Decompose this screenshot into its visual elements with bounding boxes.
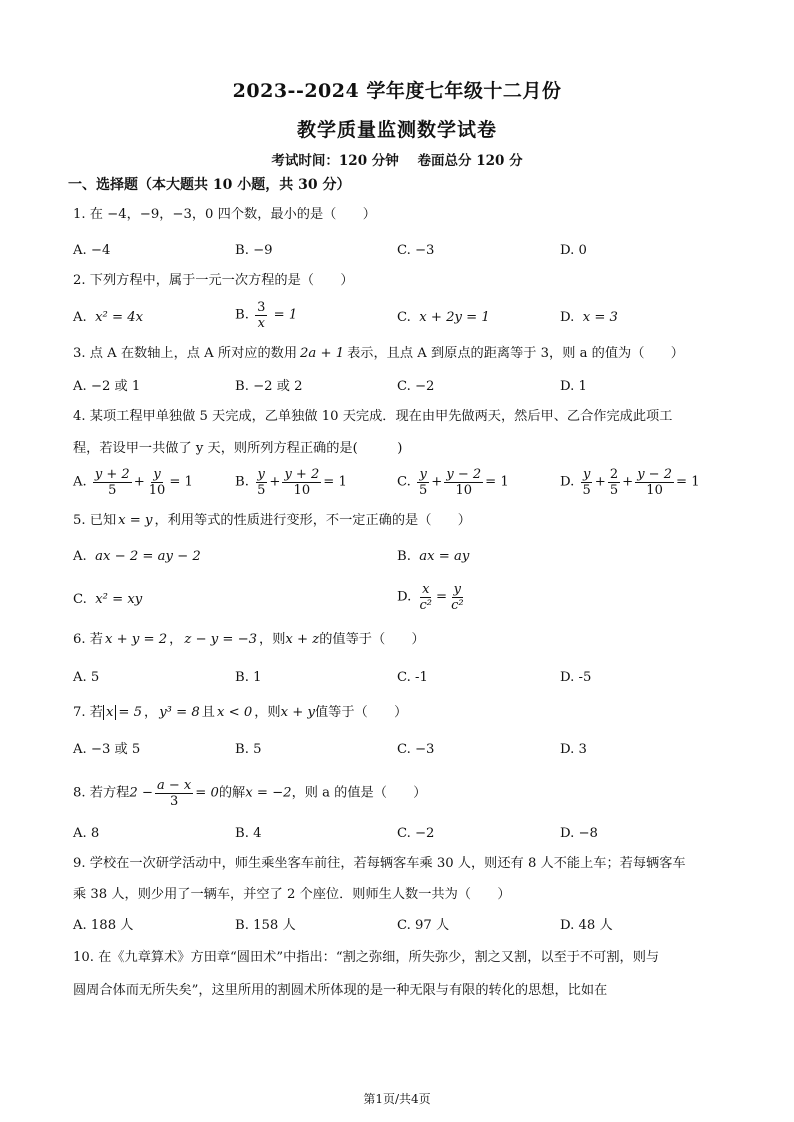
- q9-option-a[interactable]: A. 188 人: [73, 918, 134, 933]
- question-2-stem: 2. 下列方程中，属于一元一次方程的是（ ）: [73, 273, 354, 288]
- exam-time: 考试时间：120 分钟: [271, 153, 399, 169]
- question-8-stem: 8. 若方程2 − $\frac{a - x}{3}$ = 0的解x = −2，则 a 的值是（ ）: [73, 778, 427, 809]
- q8-option-d[interactable]: D. −8: [560, 826, 598, 841]
- q4-option-a[interactable]: A. $\frac{y + 2}{5}$ + $\frac{y}{10}$ = 1: [73, 467, 193, 498]
- question-10-line2: 圆周合体而无所失矣”，这里所用的割圆术所体现的是一种无限与有限的转化的思想，比如在: [73, 983, 608, 998]
- q1-numbers: −4，−9，−3，0: [107, 207, 214, 222]
- question-9-line2: 乘 38 人，则少用了一辆车，并空了 2 个座位．则师生人数一共为（ ）: [73, 887, 511, 902]
- q3-option-b[interactable]: B. −2 或 2: [235, 379, 303, 394]
- q9-option-c[interactable]: C. 97 人: [397, 918, 450, 933]
- q9-option-b[interactable]: B. 158 人: [235, 918, 296, 933]
- q2-option-c[interactable]: C. x + 2y = 1: [397, 310, 490, 325]
- q6-option-d[interactable]: D. -5: [560, 670, 592, 685]
- q3-option-c[interactable]: C. −2: [397, 379, 435, 394]
- q4-option-d[interactable]: D. $\frac{y}{5}$ + $\frac{2}{5}$ + $\frac{y - 2}{10}$ = 1: [560, 467, 700, 498]
- question-3-stem: 3. 点 A 在数轴上，点 A 所对应的数用 2a + 1 表示，且点 A 到原点的距离等于 3，则 a 的值为（ ）: [73, 346, 684, 361]
- q9-option-d[interactable]: D. 48 人: [560, 918, 613, 933]
- total-score: 卷面总分 120 分: [417, 153, 523, 169]
- q1-option-c[interactable]: C. −3: [397, 243, 435, 258]
- q2-option-b[interactable]: B. $\frac{3}{x}$ = 1: [235, 300, 298, 331]
- q5-option-c[interactable]: C. x² = xy: [73, 592, 143, 607]
- question-1-stem: 1. 在 −4，−9，−3，0 四个数，最小的是（ ）: [73, 207, 376, 222]
- q8-option-a[interactable]: A. 8: [73, 826, 100, 841]
- q6-option-b[interactable]: B. 1: [235, 670, 262, 685]
- q7-option-a[interactable]: A. −3 或 5: [73, 742, 141, 757]
- question-4-line2: 程，若设甲一共做了 y 天，则所列方程正确的是( ): [73, 441, 403, 456]
- page-number: 第1页/共4页: [363, 1092, 431, 1106]
- q8-option-b[interactable]: B. 4: [235, 826, 262, 841]
- q7-option-d[interactable]: D. 3: [560, 742, 587, 757]
- q1-option-a[interactable]: A. −4: [73, 243, 111, 258]
- q7-option-c[interactable]: C. −3: [397, 742, 435, 757]
- section-heading: 一、选择题（本大题共 10 小题，共 30 分）: [68, 177, 351, 193]
- q2-option-d[interactable]: D. x = 3: [560, 310, 618, 325]
- q5-option-b[interactable]: B. ax = ay: [397, 549, 470, 564]
- question-4-line1: 4. 某项工程甲单独做 5 天完成，乙单独做 10 天完成．现在由甲先做两天，然后甲、乙合作完成此项工: [73, 409, 673, 424]
- question-9-line1: 9. 学校在一次研学活动中，师生乘坐客车前往，若每辆客车乘 30 人，则还有 8 人不能上车；若每辆客车: [73, 856, 686, 871]
- q4-option-b[interactable]: B. $\frac{y}{5}$ + $\frac{y + 2}{10}$ = 1: [235, 467, 347, 498]
- exam-title-line1: 2023--2024 学年度七年级十二月份: [232, 80, 562, 102]
- q3-option-a[interactable]: A. −2 或 1: [73, 379, 141, 394]
- q1-option-d[interactable]: D. 0: [560, 243, 587, 258]
- q6-option-a[interactable]: A. 5: [73, 670, 100, 685]
- exam-info: [0, 149, 794, 169]
- q5-option-a[interactable]: A. ax − 2 = ay − 2: [73, 549, 201, 564]
- q1-option-b[interactable]: B. −9: [235, 243, 273, 258]
- q4-option-c[interactable]: C. $\frac{y}{5}$ + $\frac{y - 2}{10}$ = 1: [397, 467, 509, 498]
- question-7-stem: 7. 若 x = 5 ， y³ = 8 且 x < 0 ，则x + y值等于（ ）: [73, 705, 408, 720]
- q6-option-c[interactable]: C. -1: [397, 670, 428, 685]
- question-6-stem: 6. 若 x + y = 2 ， z − y = −3 ，则x + z的值等于（ ）: [73, 632, 425, 647]
- q5-option-d[interactable]: D. $\frac{x}{\text{c²}}$ = $\frac{y}{\text{c²}}$: [397, 582, 464, 613]
- question-10-line1: 10. 在《九章算术》方田章“圆田术”中指出：“割之弥细，所失弥少，割之又割，以至于不可割，则与: [73, 950, 660, 965]
- q3-option-d[interactable]: D. 1: [560, 379, 587, 394]
- exam-title-line2: 教学质量监测数学试卷: [296, 119, 497, 141]
- q8-option-c[interactable]: C. −2: [397, 826, 435, 841]
- question-5-stem: 5. 已知 x = y ，利用等式的性质进行变形，不一定正确的是（ ）: [73, 513, 471, 528]
- q2-option-a[interactable]: A. x² = 4x: [73, 310, 144, 325]
- q7-option-b[interactable]: B. 5: [235, 742, 262, 757]
